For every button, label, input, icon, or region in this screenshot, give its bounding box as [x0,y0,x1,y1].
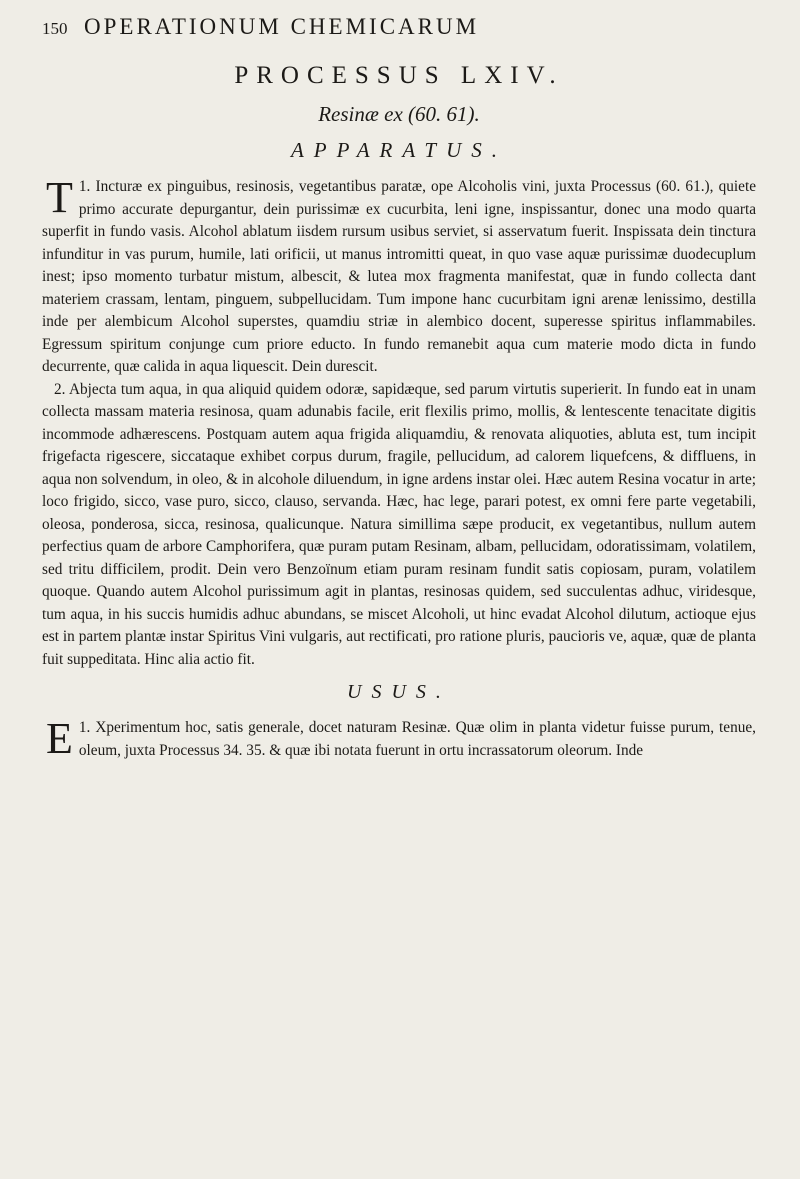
page-header [42,14,756,54]
paragraph-number: 2. [54,380,66,398]
apparatus-paragraph-1 [42,172,756,379]
paragraph-text: Incturæ ex pinguibus, resinosis, vegetantibus paratæ, ope Alcoholis vini, juxta Processus (60. 61.), quiete primo accurate depurgantur, dein purissimæ ex cucurbita, leni igne, inspissantur, donec una modo quarta superfit in fundo vasis. Alcohol ablatum iisdem rursum usibus serviet, si asservatum fuerit. Inspissata dein tinctura infunditur in vas purum, humile, lati orificii, ut manus intromitti queat, in quo vase aquæ purissimæ duodecuplum inest; ipso momento turbatur mistum, albescit, & lutea mox fragmenta manifestat, quæ in fundo collecta dant materiem crassam, lentam, pinguem, subpellucidam. Tum impone hanc cucurbitam igni arenæ lenissimo, destilla inde per alembicum Alcohol superstes, quamdiu striæ in alembico docent, superesse spiritus inflammabiles. Egressum spiritum conjunge cum priore educto. In fundo remanebit aqua cum materie modo dicta in fundo decurrente, quæ calida in aqua liquescit. Dein durescit. [42,178,756,375]
page-number: 150 [42,19,68,38]
usus-section [42,713,756,762]
process-title: PROCESSUS LXIV. [234,62,564,89]
process-subtitle: Resinæ ex (60. 61). [318,102,480,126]
paragraph-text: Xperimentum hoc, satis generale, docet naturam Resinæ. Quæ olim in planta videtur fuisse purum, tenue, oleum, juxta Processus 34. 35. & quæ ibi notata fuerunt in ortu incrassatorum oleorum. Inde [78,719,757,759]
apparatus-heading: APPARATUS. [290,138,508,162]
running-head: OPERATIONUM CHEMICARUM [84,14,480,39]
apparatus-paragraph-2 [42,379,756,672]
apparatus-section [42,172,756,671]
usus-paragraph-1 [42,713,756,762]
paragraph-number: 1. [78,719,91,736]
drop-cap: E [46,714,73,763]
drop-cap: T [46,173,73,222]
usus-heading: USUS. [347,681,451,703]
paragraph-number: 1. [78,178,91,195]
paragraph-text: Abjecta tum aqua, in qua aliquid quidem odoræ, sapidæque, sed parum virtutis superierit. In fundo eat in unam collecta massam materia resinosa, quam adunabis facile, erit flexilis primo, mollis, & lentescente tenacitate digitis incommode adhærescens. Postquam autem aqua frigida aliquamdiu, & renovata aliquoties, abluta est, tum incipit frigefacta rigescere, siccataque exhibet corpus durum, fragile, pellucidum, ad calorem liquefcens, & diffluens, in aqua non solvendum, in oleo, & in alcohole diluendum, in igne ardens instar olei. Hæc autem Resina vocatur in arte; loco frigido, sicco, vase puro, sicco, clauso, servanda. Hæc, hac lege, parari potest, ex omni fere parte vegetabili, oleosa, ponderosa, sicca, resinosa, qualicunque. Natura simillima sæpe producit, ex vegetantibus, nullum autem perfectius quam de arbore Camphorifera, quæ puram putam Resinam, albam, pellucidam, odoratissimam, volatilem, sed tritu difficilem, prodit. Dein vero Benzoïnum etiam puram resinam fundit satis copiosam, puram, volatilem quoque. Quando autem Alcohol purissimum agit in plantas, resinosas quidem, sed succulentas adhuc, viridesque, tum aqua, in his succis humidis adhuc abundans, se miscet Alcoholi, ut hinc evadat Alcohol dilutum, actioque ejus est in partem plantæ instar Spiritus Vini vulgaris, aut rectificati, pro ratione pluris, paucioris ve, aquæ, quæ de planta fuit suppeditata. Hinc alia actio fit. [42,380,756,668]
